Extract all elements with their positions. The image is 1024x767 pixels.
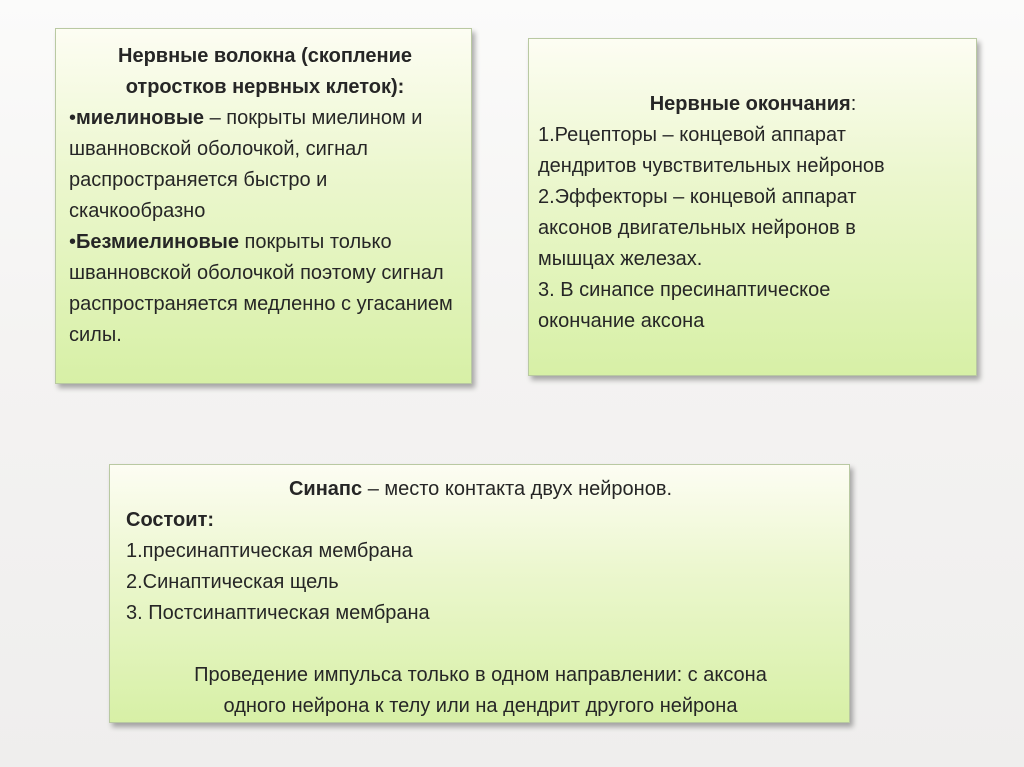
spacer — [126, 629, 835, 660]
effectors-line-cont: аксонов двигательных нейронов в — [538, 217, 856, 239]
synapse-definition-text: – место контакта двух нейронов. — [362, 478, 673, 500]
myelinated-description: – покрыты миелином и шванновской оболочкой, сигнал распространяется быстро и скачкообразно — [69, 107, 423, 222]
part-presynaptic-membrane: 1.пресинаптическая мембрана — [126, 540, 413, 562]
nerve-endings-title — [538, 89, 968, 120]
nerve-fibers-box — [55, 28, 472, 384]
myelinated-term: миелиновые — [76, 107, 205, 129]
part-synaptic-cleft: 2.Синаптическая щель — [126, 571, 339, 593]
nerve-fibers-title-line2: отростков нервных клеток): — [125, 76, 405, 98]
consists-label-text: Состоит: — [126, 509, 215, 531]
receptors-line: 1.Рецепторы – концевой аппарат — [538, 124, 846, 146]
bullet: • — [69, 107, 77, 129]
synapse-ending-line: 3. В синапсе пресинаптическое — [538, 279, 831, 301]
synapse-definition — [126, 474, 835, 505]
nerve-endings-box — [528, 38, 977, 376]
nerve-fibers-title-line1: Нервные волокна (скопление — [118, 45, 412, 67]
impulse-note-line2: одного нейрона к телу или на дендрит другого нейрона — [223, 695, 738, 717]
part-postsynaptic-membrane: 3. Постсинаптическая мембрана — [126, 602, 430, 624]
nerve-fibers-title — [69, 41, 461, 103]
synapse-term: Синапс — [288, 478, 363, 500]
impulse-note-line1: Проведение импульса только в одном направлении: с аксона — [194, 664, 767, 686]
unmyelinated-description: покрыты только шванновской оболочкой поэтому сигнал распространяется медленно с угасанием силы. — [69, 231, 453, 346]
unmyelinated-item — [69, 227, 461, 351]
effectors-line: 2.Эффекторы – концевой аппарат — [538, 186, 857, 208]
synapse-box — [109, 464, 850, 723]
effectors-line-end: мышцах железах. — [538, 248, 703, 270]
nerve-endings-title-text: Нервные окончания — [649, 93, 851, 115]
bullet: • — [69, 231, 77, 253]
receptors-line-cont: дендритов чувствительных нейронов — [538, 155, 885, 177]
nerve-endings-title-colon: : — [850, 93, 857, 115]
unmyelinated-term: Безмиелиновые — [76, 231, 239, 253]
myelinated-item — [69, 103, 461, 227]
consists-label — [126, 505, 835, 536]
synapse-ending-line-cont: окончание аксона — [538, 310, 705, 332]
